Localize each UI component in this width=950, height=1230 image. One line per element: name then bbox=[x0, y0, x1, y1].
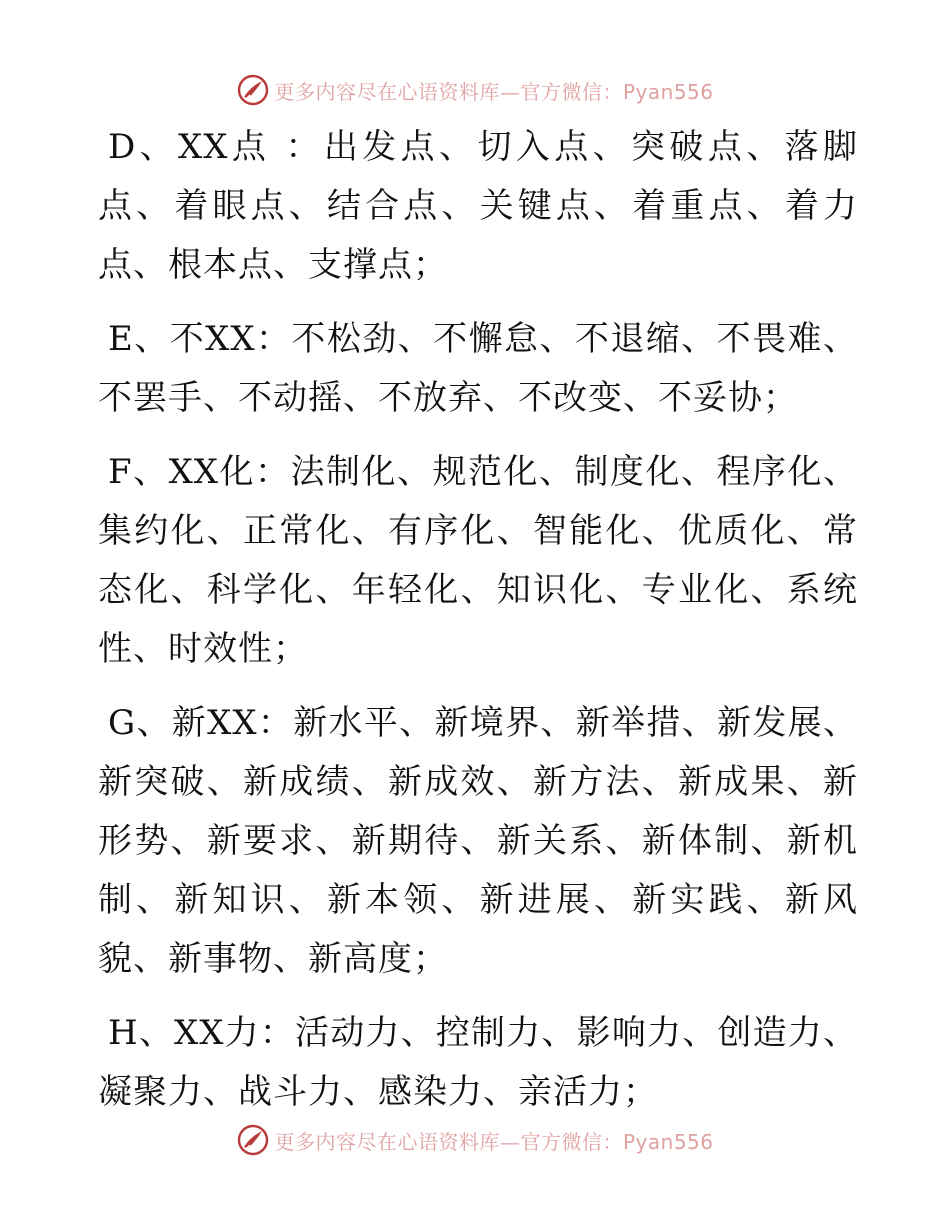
watermark-text: 更多内容尽在心语资料库—官方微信： bbox=[274, 79, 623, 104]
paragraph-label: E、不XX： bbox=[108, 319, 292, 359]
watermark-wechat-id: Pyan556 bbox=[622, 1129, 714, 1154]
paragraph-h bbox=[98, 1004, 858, 1122]
paragraph-g bbox=[98, 694, 858, 989]
paragraph-f bbox=[98, 443, 858, 679]
paragraph-label: F、XX化： bbox=[108, 452, 291, 492]
paragraph-label: D、XX点 ： bbox=[108, 127, 324, 167]
paragraph-items: 不松劲、不懈怠、不退缩、不畏难、不罢手、不动摇、不放弃、不改变、不妥协； bbox=[98, 319, 858, 418]
footer-watermark bbox=[0, 1120, 950, 1160]
quill-pen-seal-icon bbox=[236, 1123, 270, 1157]
quill-pen-seal-icon bbox=[236, 73, 270, 107]
header-watermark bbox=[0, 70, 950, 110]
watermark-text: 更多内容尽在心语资料库—官方微信： bbox=[274, 1129, 623, 1154]
document-body bbox=[98, 118, 858, 1137]
watermark-wechat-id: Pyan556 bbox=[622, 79, 714, 104]
paragraph-d bbox=[98, 118, 858, 295]
paragraph-items: 活动力、控制力、影响力、创造力、凝聚力、战斗力、感染力、亲活力； bbox=[98, 1013, 858, 1112]
paragraph-items: 新水平、新境界、新举措、新发展、新突破、新成绩、新成效、新方法、新成果、新形势、新要求、新期待、新关系、新体制、新机制、新知识、新本领、新进展、新实践、新风貌、新事物、新高度； bbox=[98, 703, 859, 979]
paragraph-e bbox=[98, 310, 858, 428]
paragraph-items: 法制化、规范化、制度化、程序化、集约化、正常化、有序化、智能化、优质化、常态化、科学化、年轻化、知识化、专业化、系统性、时效性； bbox=[98, 452, 858, 669]
paragraph-items: 出发点、切入点、突破点、落脚点、着眼点、结合点、关键点、着重点、着力点、根本点、支撑点； bbox=[98, 127, 859, 285]
paragraph-label: G、新XX： bbox=[108, 703, 294, 743]
paragraph-label: H、XX力： bbox=[108, 1013, 296, 1053]
